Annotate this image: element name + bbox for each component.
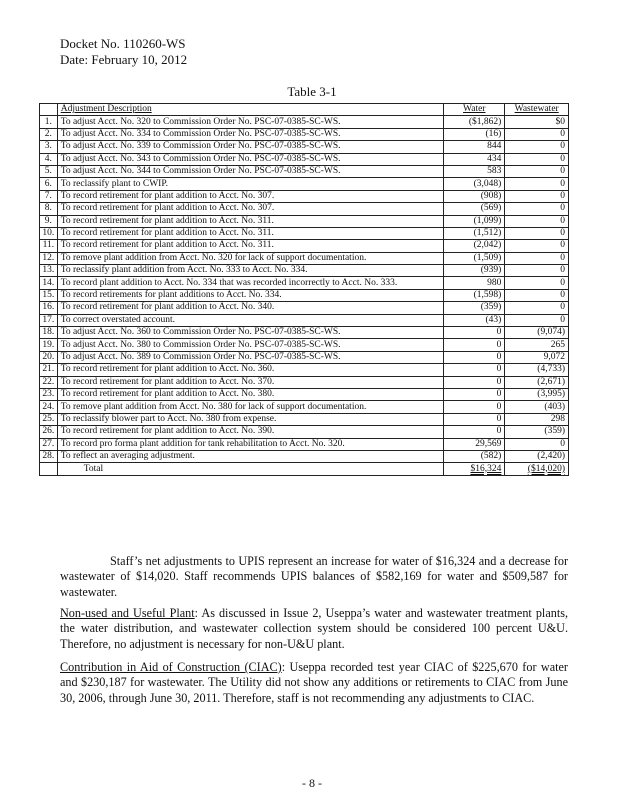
row-number: 1. (40, 116, 58, 128)
row-description: To record retirement for plant addition to Acct. No. 370. (57, 376, 443, 388)
row-water-value: (43) (444, 314, 505, 326)
table-row (40, 376, 569, 388)
row-number: 10. (40, 227, 58, 239)
row-wastewater-value: 0 (505, 240, 569, 252)
row-water-value: 844 (444, 141, 505, 153)
row-description: To record retirement for plant addition to Acct. No. 307. (57, 203, 443, 215)
table-row (40, 116, 569, 128)
row-description: To correct overstated account. (57, 314, 443, 326)
adjustments-table (39, 103, 569, 476)
row-number: 7. (40, 190, 58, 202)
row-description: To adjust Acct. No. 344 to Commission Order No. PSC-07-0385-SC-WS. (57, 165, 443, 177)
row-water-value: 0 (444, 388, 505, 400)
table-row (40, 277, 569, 289)
row-wastewater-value: 0 (505, 314, 569, 326)
row-description: To adjust Acct. No. 380 to Commission Order No. PSC-07-0385-SC-WS. (57, 339, 443, 351)
table-row (40, 252, 569, 264)
row-description: To record retirement for plant addition to Acct. No. 311. (57, 227, 443, 239)
row-water-value: 0 (444, 364, 505, 376)
table-row (40, 426, 569, 438)
row-number: 23. (40, 388, 58, 400)
table-total-row (40, 463, 569, 475)
row-wastewater-value: 0 (505, 190, 569, 202)
table-row (40, 215, 569, 227)
row-wastewater-value: 265 (505, 339, 569, 351)
row-water-value: 980 (444, 277, 505, 289)
row-number: 26. (40, 426, 58, 438)
row-number: 22. (40, 376, 58, 388)
row-description: To remove plant addition from Acct. No. 380 for lack of support documentation. (57, 401, 443, 413)
row-description: To adjust Acct. No. 339 to Commission Order No. PSC-07-0385-SC-WS. (57, 141, 443, 153)
row-number: 12. (40, 252, 58, 264)
table-row (40, 351, 569, 363)
table-row (40, 141, 569, 153)
row-description: To adjust Acct. No. 360 to Commission Order No. PSC-07-0385-SC-WS. (57, 327, 443, 339)
row-description: To reclassify blower part to Acct. No. 380 from expense. (57, 413, 443, 425)
row-number: 21. (40, 364, 58, 376)
table-row (40, 450, 569, 462)
row-number: 4. (40, 153, 58, 165)
row-water-value: 0 (444, 327, 505, 339)
row-wastewater-value: 0 (505, 227, 569, 239)
paragraph-ciac (60, 660, 568, 706)
row-wastewater-value: 0 (505, 153, 569, 165)
row-number: 15. (40, 289, 58, 301)
total-wastewater: ($14,020) (527, 463, 565, 474)
row-wastewater-value: 0 (505, 203, 569, 215)
row-wastewater-value: (359) (505, 426, 569, 438)
row-number: 8. (40, 203, 58, 215)
row-water-value: (1,512) (444, 227, 505, 239)
row-description: To adjust Acct. No. 320 to Commission Order No. PSC-07-0385-SC-WS. (57, 116, 443, 128)
paragraph-non-used-useful (60, 606, 568, 652)
row-wastewater-value: 0 (505, 438, 569, 450)
row-wastewater-value: (9,074) (505, 327, 569, 339)
table-row (40, 190, 569, 202)
table-row (40, 413, 569, 425)
paragraph-upis: Staff’s net adjustments to UPIS represent an increase for water of $16,324 and a decrease for wastewater of $14,020. Staff recommends UPIS balances of $582,169 for water and $509,587 for wastewater. (60, 554, 568, 599)
table-row (40, 203, 569, 215)
table-title: Table 3-1 (287, 84, 337, 99)
row-water-value: (569) (444, 203, 505, 215)
row-water-value: ($1,862) (444, 116, 505, 128)
row-wastewater-value: (3,995) (505, 388, 569, 400)
row-wastewater-value: 0 (505, 215, 569, 227)
row-number: 6. (40, 178, 58, 190)
row-wastewater-value: 0 (505, 141, 569, 153)
row-description: To adjust Acct. No. 343 to Commission Order No. PSC-07-0385-SC-WS. (57, 153, 443, 165)
row-description: To reclassify plant to CWIP. (57, 178, 443, 190)
row-water-value: (1,099) (444, 215, 505, 227)
row-water-value: 434 (444, 153, 505, 165)
row-water-value: (1,598) (444, 289, 505, 301)
row-wastewater-value: (403) (505, 401, 569, 413)
row-number: 20. (40, 351, 58, 363)
table-row (40, 388, 569, 400)
row-description: To record retirement for plant addition to Acct. No. 360. (57, 364, 443, 376)
row-description: To record retirement for plant addition to Acct. No. 311. (57, 215, 443, 227)
row-number: 5. (40, 165, 58, 177)
table-row (40, 240, 569, 252)
heading-ciac: Contribution in Aid of Construction (CIAC) (60, 660, 282, 674)
table-header-row (40, 104, 569, 116)
row-water-value: 0 (444, 339, 505, 351)
row-wastewater-value: 0 (505, 165, 569, 177)
row-water-value: 583 (444, 165, 505, 177)
row-wastewater-value: 0 (505, 252, 569, 264)
row-water-value: (939) (444, 265, 505, 277)
table-row (40, 165, 569, 177)
row-wastewater-value: (2,671) (505, 376, 569, 388)
row-water-value: 0 (444, 351, 505, 363)
row-number: 14. (40, 277, 58, 289)
row-description: To adjust Acct. No. 334 to Commission Order No. PSC-07-0385-SC-WS. (57, 128, 443, 140)
table-row (40, 128, 569, 140)
row-number: 24. (40, 401, 58, 413)
row-wastewater-value: 0 (505, 289, 569, 301)
paragraph-non-used-useful-body: : As discussed in Issue 2, Useppa’s water and wastewater treatment plants, the water distribution, and wastewater collection system should be considered 100 percent U&U. Therefore, no adjustment is necessary for non-U&U plant. (60, 606, 568, 651)
row-water-value: 0 (444, 401, 505, 413)
table-row (40, 227, 569, 239)
col-header-water: Water (444, 104, 505, 116)
row-number: 9. (40, 215, 58, 227)
row-description: To reclassify plant addition from Acct. No. 333 to Acct. No. 334. (57, 265, 443, 277)
row-description: To record retirement for plant addition to Acct. No. 380. (57, 388, 443, 400)
col-header-wastewater: Wastewater (505, 104, 569, 116)
col-header-description: Adjustment Description (60, 104, 152, 115)
total-water: $16,324 (470, 463, 502, 474)
row-description: To record pro forma plant addition for tank rehabilitation to Acct. No. 320. (57, 438, 443, 450)
table-row (40, 401, 569, 413)
row-description: To record retirement for plant addition to Acct. No. 307. (57, 190, 443, 202)
table-row (40, 265, 569, 277)
row-number: 18. (40, 327, 58, 339)
row-description: To record retirement for plant addition to Acct. No. 390. (57, 426, 443, 438)
row-description: To remove plant addition from Acct. No. 320 for lack of support documentation. (57, 252, 443, 264)
docket-number: Docket No. 110260-WS (60, 36, 186, 51)
row-water-value: 29,569 (444, 438, 505, 450)
row-wastewater-value: 0 (505, 265, 569, 277)
table-row (40, 314, 569, 326)
page-number: - 8 - (302, 776, 322, 790)
row-description: To reflect an averaging adjustment. (57, 450, 443, 462)
row-water-value: 0 (444, 413, 505, 425)
table-row (40, 438, 569, 450)
row-water-value: (16) (444, 128, 505, 140)
row-number: 11. (40, 240, 58, 252)
table-row (40, 153, 569, 165)
row-description: To record retirements for plant additions to Acct. No. 334. (57, 289, 443, 301)
heading-non-used-useful: Non-used and Useful Plant (60, 606, 195, 620)
row-number: 16. (40, 302, 58, 314)
row-wastewater-value: (2,420) (505, 450, 569, 462)
row-water-value: (582) (444, 450, 505, 462)
row-description: To record plant addition to Acct. No. 334 that was recorded incorrectly to Acct. No. 333. (57, 277, 443, 289)
row-wastewater-value: 0 (505, 128, 569, 140)
row-number: 28. (40, 450, 58, 462)
table-row (40, 339, 569, 351)
row-number: 2. (40, 128, 58, 140)
table-row (40, 178, 569, 190)
row-number: 3. (40, 141, 58, 153)
row-wastewater-value: 9,072 (505, 351, 569, 363)
row-description: To record retirement for plant addition to Acct. No. 340. (57, 302, 443, 314)
row-description: To record retirement for plant addition to Acct. No. 311. (57, 240, 443, 252)
total-label: Total (57, 463, 443, 475)
row-water-value: (908) (444, 190, 505, 202)
table-row (40, 289, 569, 301)
row-description: To adjust Acct. No. 389 to Commission Order No. PSC-07-0385-SC-WS. (57, 351, 443, 363)
table-row (40, 364, 569, 376)
row-wastewater-value: 0 (505, 302, 569, 314)
row-water-value: (1,509) (444, 252, 505, 264)
row-wastewater-value: 298 (505, 413, 569, 425)
document-header (60, 36, 187, 68)
row-number: 27. (40, 438, 58, 450)
row-water-value: (2,042) (444, 240, 505, 252)
row-water-value: 0 (444, 376, 505, 388)
row-water-value: 0 (444, 426, 505, 438)
row-number: 17. (40, 314, 58, 326)
row-water-value: (359) (444, 302, 505, 314)
table-row (40, 327, 569, 339)
row-wastewater-value: (4,733) (505, 364, 569, 376)
row-number: 13. (40, 265, 58, 277)
row-wastewater-value: $0 (505, 116, 569, 128)
row-number: 25. (40, 413, 58, 425)
row-water-value: (3,048) (444, 178, 505, 190)
row-wastewater-value: 0 (505, 277, 569, 289)
document-date: Date: February 10, 2012 (60, 52, 188, 67)
table-row (40, 302, 569, 314)
row-number: 19. (40, 339, 58, 351)
row-wastewater-value: 0 (505, 178, 569, 190)
paragraph-ciac-body: : Useppa recorded test year CIAC of $225,670 for water and $230,187 for wastewater. The Utility did not show any additions or retirements to CIAC from June 30, 2006, through June 30, 2011. Therefore, staff is not recommending any adjustments to CIAC. (60, 660, 568, 705)
